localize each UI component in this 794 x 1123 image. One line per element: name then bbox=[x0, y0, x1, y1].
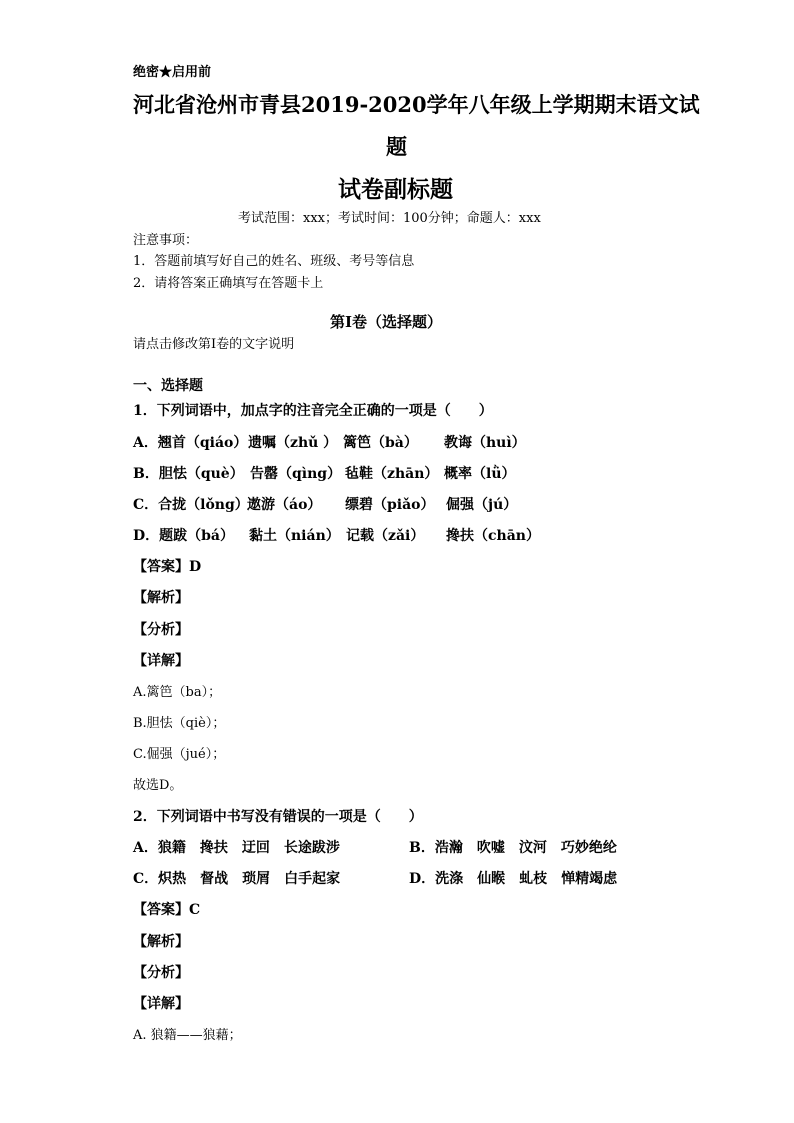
notice-item: 1．答题前填写好自己的姓名、班级、考号等信息 bbox=[133, 254, 415, 269]
q2-xiangjie: 【详解】 bbox=[133, 996, 189, 1012]
q2-option-b: B．浩瀚 吹嘘 汶河 巧妙绝纶 bbox=[409, 840, 617, 856]
notice-item: 2．请将答案正确填写在答题卡上 bbox=[133, 276, 324, 291]
q1-option-c-1: C．合拢（lǒng） bbox=[133, 497, 249, 513]
q1-option-a-1: A．翘首（qiáo） bbox=[133, 435, 248, 451]
q1-option-a-3: 篱笆（bà） bbox=[343, 435, 418, 451]
q1-option-d-4: 搀扶（chān） bbox=[446, 528, 540, 544]
q2-detail: A. 狼籍——狼藉； bbox=[133, 1028, 242, 1043]
secret-label: 绝密★启用前 bbox=[133, 65, 212, 80]
q1-option-d-1: D．题跋（bá） bbox=[133, 528, 235, 544]
q1-option-c-3: 缥碧（piǎo） bbox=[345, 497, 435, 513]
section-desc: 请点击修改第I卷的文字说明 bbox=[133, 337, 295, 352]
q1-option-a-2: 遗嘱（zhǔ ） bbox=[248, 435, 338, 451]
q2-option-d: D．洗涤 仙睺 虬枝 惮精竭虑 bbox=[409, 871, 618, 887]
q1-detail: 故选D。 bbox=[133, 778, 183, 793]
q1-option-b-4: 概率（lǜ） bbox=[444, 466, 516, 482]
notice-heading: 注意事项： bbox=[133, 233, 199, 248]
q2-answer: 【答案】C bbox=[133, 902, 201, 918]
page-title-line2: 题 bbox=[386, 134, 407, 159]
q1-detail: B.胆怯（qiè）； bbox=[133, 716, 226, 731]
page-subtitle: 试卷副标题 bbox=[338, 176, 453, 203]
q1-answer: 【答案】D bbox=[133, 559, 202, 575]
q1-xiangjie: 【详解】 bbox=[133, 653, 189, 669]
q2-jiexi: 【解析】 bbox=[133, 934, 189, 950]
q1-option-c-4: 倔强（jú） bbox=[446, 497, 518, 513]
page-title-line1: 河北省沧州市青县2019-2020学年八年级上学期期末语文试 bbox=[133, 92, 700, 117]
q2-stem: 2．下列词语中书写没有错误的一项是（ ） bbox=[133, 809, 423, 825]
q1-option-d-3: 记载（zǎi） bbox=[346, 528, 425, 544]
q1-jiexi: 【解析】 bbox=[133, 590, 189, 606]
q1-option-c-2: 遨游（áo） bbox=[247, 497, 322, 513]
q1-stem: 1．下列词语中，加点字的注音完全正确的一项是（ ） bbox=[133, 403, 493, 419]
section-title: 第I卷（选择题） bbox=[330, 313, 443, 331]
part-heading: 一、选择题 bbox=[133, 378, 203, 394]
q1-detail: C.倔强（jué）； bbox=[133, 747, 226, 762]
q2-option-a: A．狼籍 搀扶 迂回 长途跋涉 bbox=[133, 840, 340, 856]
q1-fenxi: 【分析】 bbox=[133, 622, 189, 638]
q2-fenxi: 【分析】 bbox=[133, 965, 189, 981]
q2-option-c: C．炽热 督战 琐屑 白手起家 bbox=[133, 871, 341, 887]
exam-info: 考试范围：xxx；考试时间：100分钟；命题人：xxx bbox=[238, 211, 541, 226]
q1-option-b-3: 毡鞋（zhān） bbox=[345, 466, 439, 482]
q1-option-b-1: B．胆怯（què） bbox=[133, 466, 244, 482]
q1-option-d-2: 黏土（nián） bbox=[249, 528, 340, 544]
q1-detail: A.篱笆（ba）； bbox=[133, 685, 222, 700]
q1-option-b-2: 告罄（qìng） bbox=[250, 466, 342, 482]
q1-option-a-4: 教诲（huì） bbox=[444, 435, 526, 451]
